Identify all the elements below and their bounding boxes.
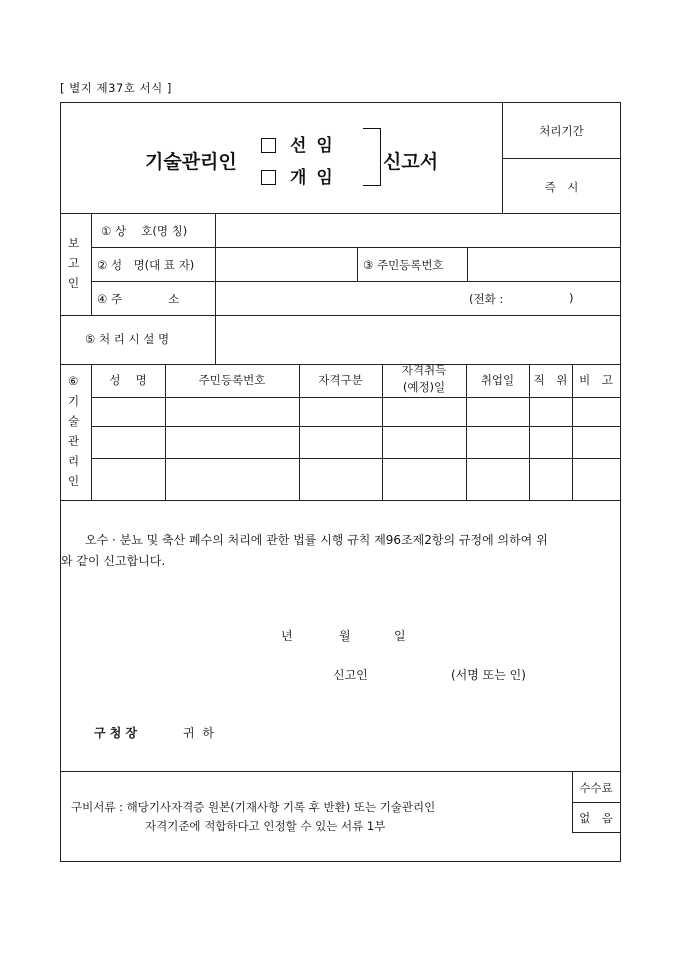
title-bracket (363, 128, 381, 186)
form-frame (60, 102, 621, 862)
divider (61, 364, 620, 365)
divider (61, 315, 620, 316)
fee-label: 수수료 (579, 781, 613, 795)
col-position: 직 위 (533, 373, 568, 387)
date-month: 월 (339, 629, 351, 643)
trade-name-label: ① 상 호(명 칭) (101, 224, 188, 238)
reporter-group-label: 보 고 인 (68, 236, 80, 290)
col-resident-number: 주민등록번호 (198, 373, 266, 387)
signer-label: 신고인 (333, 668, 368, 682)
required-documents-line-1: 구비서류 : 해당기사자격증 원본(기재사항 기록 후 반환) 또는 기술관리인 (71, 800, 436, 814)
form-title-suffix: 신고서 (383, 151, 439, 173)
signature-placeholder: (서명 또는 인) (451, 668, 526, 682)
divider (61, 500, 620, 501)
phone-label: (전화 : (469, 292, 504, 306)
divider (467, 247, 468, 281)
divider (502, 158, 621, 159)
appoint-checkbox[interactable] (261, 138, 276, 153)
divider (91, 397, 620, 398)
divider (61, 771, 620, 772)
representative-name-label: ② 성 명(대 표 자) (97, 258, 195, 272)
form-number: [ 별지 제37호 서식 ] (60, 81, 172, 95)
date-year: 년 (281, 629, 293, 643)
divider (572, 832, 620, 833)
fee-value: 없 음 (579, 811, 613, 825)
recipient-honorific: 귀 하 (183, 726, 216, 740)
col-employment-date: 취업일 (480, 373, 515, 387)
facility-name-label: ⑤ 처 리 시 설 명 (85, 332, 170, 346)
dismiss-checkbox[interactable] (261, 170, 276, 185)
resident-number-label: ③ 주민등록번호 (363, 258, 444, 272)
option-dismiss[interactable] (261, 163, 335, 188)
processing-period-value: 즉 시 (544, 180, 579, 194)
divider (91, 213, 92, 315)
recipient-title: 구 청 장 (94, 726, 138, 740)
divider (91, 247, 620, 248)
form-title: 기술관리인 (145, 151, 237, 173)
col-name: 성 명 (109, 373, 147, 387)
required-documents-line-2: 자격기준에 적합하다고 인정할 수 있는 서류 1부 (145, 819, 386, 833)
divider (91, 458, 620, 459)
divider (572, 802, 620, 803)
technician-group-label: ⑥ 기 술 관 리 인 (68, 374, 80, 488)
col-remarks: 비 고 (579, 373, 613, 387)
option-appoint[interactable] (261, 131, 335, 156)
phone-close: ) (569, 291, 574, 305)
divider (91, 281, 620, 282)
statement-line-2: 와 같이 신고합니다. (61, 554, 166, 568)
date-day: 일 (394, 629, 406, 643)
dismiss-label: 개 임 (290, 168, 335, 188)
col-qualification-type: 자격구분 (318, 373, 363, 387)
divider (91, 426, 620, 427)
divider (215, 213, 216, 364)
appoint-label: 선 임 (290, 136, 335, 156)
processing-period-label: 처리기간 (539, 124, 584, 138)
divider (61, 213, 620, 214)
col-qualification-date: 자격취득 (예정)일 (401, 363, 447, 394)
statement-line-1: 오수 · 분뇨 및 축산 폐수의 처리에 관한 법률 시행 규칙 제96조제2항의 규정에 의하여 위 (85, 533, 548, 547)
divider (357, 247, 358, 281)
address-label: ④ 주 소 (97, 292, 180, 306)
